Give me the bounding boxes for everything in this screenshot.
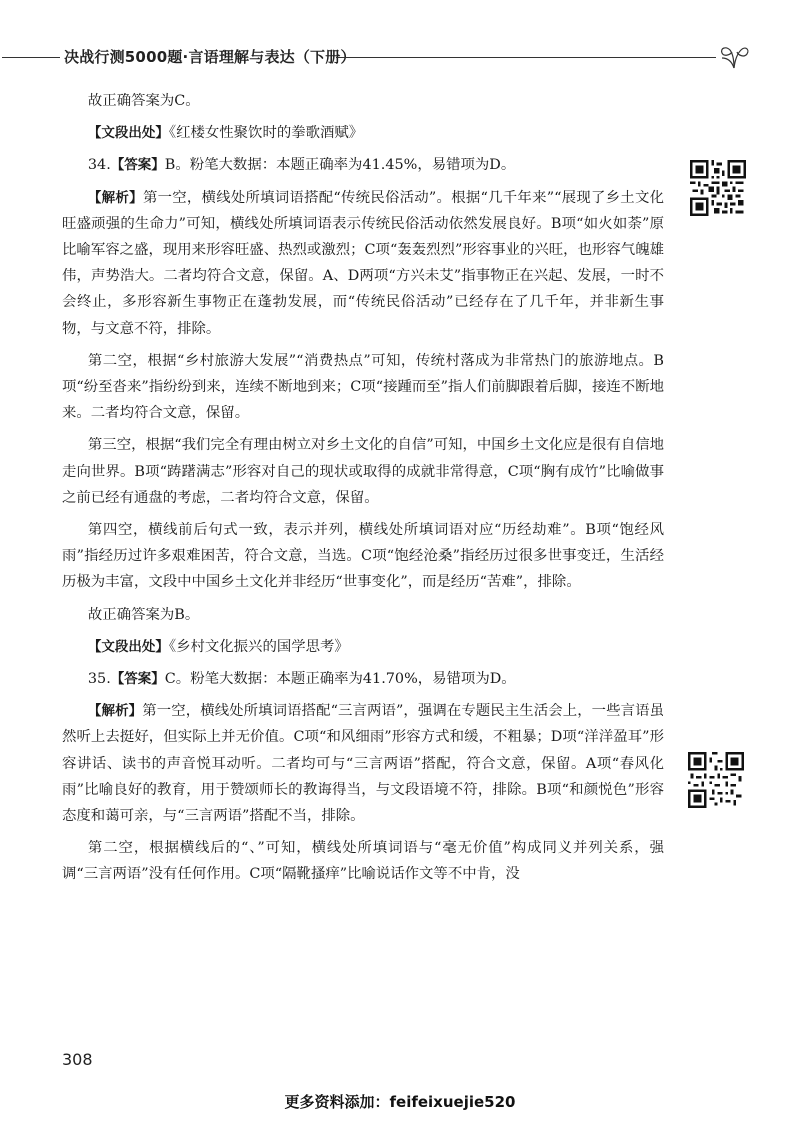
analysis-35-blank2: 第二空，根据横线后的“、”可知，横线处所填词语与“毫无价值”构成同义并列关系，强调“三言两语”没有任何作用。C项“隔靴搔痒”比喻说话作文等不中肯，没: [62, 840, 664, 883]
running-header: [0, 40, 800, 76]
conclusion-34: 故正确答案为B。: [87, 606, 200, 623]
analysis-34-blank2: 第二空，根据“乡村旅游大发展”“消费热点”可知，传统村落成为非常热门的旅游地点。B项“纷至沓来”指纷纷到来，连续不断地到来；C项“接踵而至”指人们前脚跟着后脚，接连不断地来。二者均符合文意，保留。: [62, 352, 664, 422]
analysis-34-blank4: 第四空，横线前后句式一致，表示并列，横线处所填词语对应“历经劫难”。B项“饱经风雨”指经历过许多艰难困苦，符合文意，当选。C项“饱经沧桑”指经历过很多世事变迁，生活经历极为丰富，文段中中国乡土文化并非经历“世事变化”，而是经历“苦难”，排除。: [62, 522, 664, 591]
header-rule-left: [2, 57, 60, 58]
qr-code-icon: [690, 160, 746, 216]
header-title: 决战行测5000题·言语理解与表达（下册）: [64, 48, 356, 66]
sprout-icon: [716, 40, 752, 70]
analysis-34-blank3: 第三空，根据“我们完全有理由树立对乡土文化的自信”可知，中国乡土文化应是很有自信地走向世界。B项“踌躇满志”形容对自己的现状或取得的成就非常得意，C项“胸有成竹”比喻做事之前已经有通盘的考虑，二者均符合文意，保留。: [62, 437, 664, 506]
source-33: 【文段出处】《红楼女性聚饮时的拳歌酒赋》: [87, 125, 364, 142]
header-rule-right: [336, 57, 716, 58]
answer-35: 35.【答案】C。粉笔大数据：本题正确率为41.70%，易错项为D。: [87, 671, 516, 688]
page-body: [62, 88, 664, 888]
analysis-35: 【解析】第一空，横线处所填词语搭配“三言两语”，强调在专题民主生活会上，一些言语虽然听上去挺好，但实际上并无价值。C项“和风细雨”形容方式和缓，不粗暴；D项“洋洋盈耳”形容讲话、读书的声音悦耳动听。二者均可与“三言两语”搭配，符合文意，保留。A项“春风化雨”比喻良好的教育，用于赞颂师长的教诲得当，与文段语境不符，排除。B项“和颜悦色”形容态度和蔼可亲，与“三言两语”搭配不当，排除。: [62, 703, 665, 825]
qr-code-icon: [688, 752, 744, 808]
footer-note: 更多资料添加：feifeixuejie520: [284, 1093, 516, 1111]
page-number: 308: [62, 1050, 93, 1069]
conclusion-33: 故正确答案为C。: [87, 93, 200, 109]
answer-34: 34.【答案】B。粉笔大数据：本题正确率为41.45%，易错项为D。: [87, 157, 516, 174]
analysis-34: 【解析】第一空，横线处所填词语搭配“传统民俗活动”。根据“几千年来”“展现了乡土文化旺盛顽强的生命力”可知，横线处所填词语表示传统民俗活动依然发展良好。B项“如火如荼”原比喻军容之盛，现用来形容旺盛、热烈或激烈；C项“轰轰烈烈”形容事业的兴旺，也形容气魄雄伟，声势浩大。二者均符合文意，保留。A、D两项“方兴未艾”指事物正在兴起、发展，一时不会终止，多形容新生事物正在蓬勃发展，而“传统民俗活动”已经存在了几千年，并非新生事物，与文意不符，排除。: [62, 189, 664, 337]
source-34: 【文段出处】《乡村文化振兴的国学思考》: [87, 638, 349, 655]
